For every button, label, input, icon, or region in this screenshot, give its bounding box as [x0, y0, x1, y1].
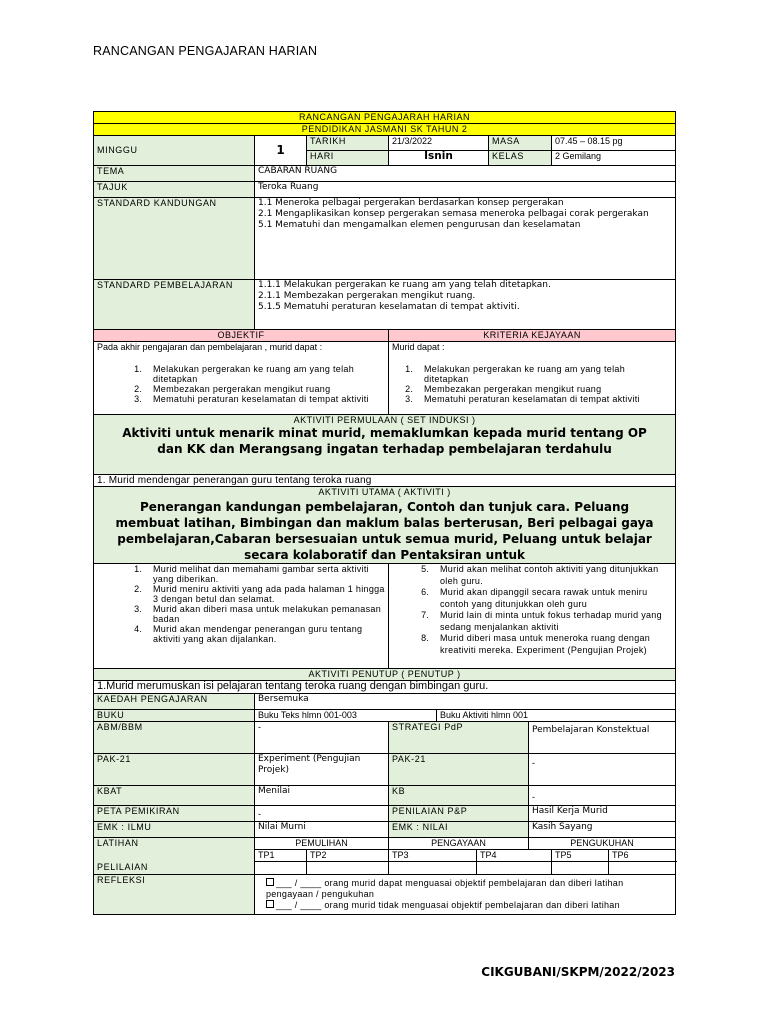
abm-value: -	[255, 722, 389, 754]
sk-item: 5.1 Mematuhi dan mengamalkan elemen pengurusan dan keselamatan	[258, 220, 581, 230]
checkbox-icon[interactable]	[266, 900, 274, 908]
refleksi-line	[258, 900, 672, 911]
tajuk-value: Teroka Ruang	[255, 182, 676, 198]
sk-item: 1.1 Meneroka pelbagai pergerakan berdasarkan konsep pergerakan	[258, 198, 564, 208]
footer-code: CIKGUBANI/SKPM/2022/2023	[481, 965, 675, 979]
tp2-label: TP2	[307, 850, 389, 862]
kelas-value: 2 Gemilang	[552, 151, 676, 166]
pak21-value-2: -	[529, 754, 676, 786]
kb-value: -	[529, 786, 676, 806]
refleksi-text: ___ / ____ orang murid tidak menguasai objektif pembelajaran dan diberi latihan	[276, 900, 620, 910]
permulaan-description: Aktiviti untuk menarik minat murid, memaklumkan kepada murid tentang OP dan KK dan Merangsang ingatan terhadap pembelajaran terdahulu	[122, 426, 647, 456]
utama-right-list	[392, 564, 672, 656]
masa-value: 07.45 – 08.15 pg	[552, 136, 676, 151]
tp4-value[interactable]	[477, 862, 552, 875]
latihan-label	[94, 838, 255, 875]
standard-kandungan-list	[255, 198, 676, 280]
banner-subject: PENDIDIKAN JASMANI SK TAHUN 2	[94, 124, 676, 136]
kaedah-label: KAEDAH PENGAJARAN	[94, 694, 255, 710]
sp-item: 1.1.1 Melakukan pergerakan ke ruang am yang telah ditetapkan.	[258, 280, 551, 290]
utama-left-cell	[94, 564, 389, 669]
kbat-label: KBAT	[94, 786, 255, 806]
kaedah-value: Bersemuka	[255, 694, 676, 710]
utama-description: Penerangan kandungan pembelajaran, Contoh dan tunjuk cara. Peluang membuat latihan, Bimbingan dan maklum balas berterusan, Beri pelbagai gaya pembelajaran,Cabaran bersesuaian untuk semua murid, Peluang untuk belajar secara kolaboratif dan Pentaksiran untuk	[115, 500, 654, 562]
hari-label: HARI	[307, 151, 389, 166]
kriteria-cell	[389, 342, 676, 415]
pengayaan-label: PENGAYAAN	[389, 838, 529, 850]
standard-pembelajaran-list	[255, 280, 676, 330]
permulaan-step: 1. Murid mendengar penerangan guru tentang teroka ruang	[94, 475, 676, 487]
tarikh-label: TARIKH	[307, 136, 389, 151]
buku-label: BUKU	[94, 710, 255, 722]
objektif-list	[97, 364, 385, 404]
tema-label: TEMA	[94, 166, 255, 182]
buku-aktiviti: Buku Aktiviti hlmn 001	[437, 710, 676, 722]
utama-step: 6. Murid akan dipanggil secara rawak untuk meniru contoh yang ditunjukkan oleh guru	[432, 587, 672, 610]
utama-step: 5. Murid akan melihat contoh aktiviti yang ditunjukkan oleh guru.	[432, 564, 672, 587]
tp4-label: TP4	[477, 850, 552, 862]
pemulihan-label: PEMULIHAN	[255, 838, 389, 850]
strategi-value: Pembelajaran Konstektual	[529, 722, 676, 754]
refleksi-cell	[255, 875, 676, 915]
pelilaian-text: PELILAIAN	[97, 862, 148, 872]
peta-pemikiran-value: -	[255, 806, 389, 822]
objektif-item: 1. Melakukan pergerakan ke ruang am yang telah ditetapkan	[145, 364, 385, 384]
penilaian-value: Hasil Kerja Murid	[529, 806, 676, 822]
kriteria-item: 2. Membezakan pergerakan mengikut ruang	[416, 384, 672, 394]
refleksi-label: REFLEKSI	[94, 875, 255, 915]
pengukuhan-label: PENGUKUHAN	[529, 838, 676, 850]
tp3-label: TP3	[389, 850, 477, 862]
tp3-value[interactable]	[389, 862, 477, 875]
latihan-text: LATIHAN	[97, 838, 139, 848]
tp6-label: TP6	[609, 850, 676, 862]
utama-step: 2. Murid meniru aktiviti yang ada pada halaman 1 hingga 3 dengan betul dan selamat.	[145, 584, 385, 604]
pak21-label: PAK-21	[94, 754, 255, 786]
penutup-header: AKTIVITI PENUTUP ( PENUTUP )	[94, 669, 676, 681]
emk-ilmu-value: Nilai Murni	[255, 822, 389, 838]
utama-header: AKTIVITI UTAMA ( AKTIVITI )	[318, 487, 451, 497]
emk-nilai-value: Kasih Sayang	[529, 822, 676, 838]
strategi-label: STRATEGI PdP	[389, 722, 529, 754]
permulaan-header: AKTIVITI PERMULAAN ( SET INDUKSI )	[293, 415, 476, 425]
sp-item: 2.1.1 Membezakan pergerakan mengikut ruang.	[258, 291, 476, 301]
utama-step: 3. Murid akan diberi masa untuk melakukan pemanasan badan	[145, 604, 385, 624]
pak21-label-2: PAK-21	[389, 754, 529, 786]
kelas-label: KELAS	[489, 151, 552, 166]
tarikh-value: 21/3/2022	[389, 136, 489, 151]
utama-block	[94, 487, 676, 564]
checkbox-icon[interactable]	[266, 878, 274, 886]
refleksi-line	[258, 878, 672, 900]
masa-label: MASA	[489, 136, 552, 151]
utama-step: 8. Murid diberi masa untuk meneroka ruang dengan kreativiti mereka. Experiment (Pengujian Projek)	[432, 633, 672, 656]
utama-step: 7. Murid lain di minta untuk fokus terhadap murid yang sedang menjalankan aktiviti	[432, 610, 672, 633]
tema-value: CABARAN RUANG	[255, 166, 676, 182]
abm-label: ABM/BBM	[94, 722, 255, 754]
objektif-cell	[94, 342, 389, 415]
kbat-value: Menilai	[255, 786, 389, 806]
pak21-value: Experiment (Pengujian Projek)	[255, 754, 389, 786]
kriteria-list	[392, 364, 672, 404]
utama-right-cell	[389, 564, 676, 669]
tp6-value[interactable]	[609, 862, 676, 875]
kb-label: KB	[389, 786, 529, 806]
standard-pembelajaran-label: STANDARD PEMBELAJARAN	[94, 280, 255, 330]
page-header-title: RANCANGAN PENGAJARAN HARIAN	[93, 44, 318, 58]
penilaian-label: PENILAIAN P&P	[389, 806, 529, 822]
buku-teks: Buku Teks hlmn 001-003	[255, 710, 437, 722]
permulaan-block	[94, 415, 676, 475]
utama-step: 1. Murid melihat dan memahami gambar serta aktiviti yang diberikan.	[145, 564, 385, 584]
emk-ilmu-label: EMK : ILMU	[94, 822, 255, 838]
objektif-item: 3. Mematuhi peraturan keselamatan di tempat aktiviti	[145, 394, 385, 404]
kriteria-item: 1. Melakukan pergerakan ke ruang am yang telah ditetapkan	[416, 364, 672, 384]
objektif-intro: Pada akhir pengajaran dan pembelajaran , murid dapat :	[97, 342, 323, 352]
sp-item: 5.1.5 Mematuhi peraturan keselamatan di tempat aktiviti.	[258, 302, 520, 312]
kriteria-intro: Murid dapat :	[392, 342, 445, 352]
tp1-value[interactable]	[255, 862, 307, 875]
utama-left-list	[97, 564, 385, 644]
emk-nilai-label: EMK : NILAI	[389, 822, 529, 838]
tp1-label: TP1	[255, 850, 307, 862]
minggu-value: 1	[255, 136, 307, 166]
hari-value: Isnin	[389, 151, 489, 166]
tp2-value[interactable]	[307, 862, 389, 875]
tp5-value[interactable]	[552, 862, 609, 875]
standard-kandungan-label: STANDARD KANDUNGAN	[94, 198, 255, 280]
refleksi-text: ___ / ____ orang murid dapat menguasai objektif pembelajaran dan diberi latihan pengayaan / pengukuhan	[266, 878, 624, 899]
sk-item: 2.1 Mengaplikasikan konsep pergerakan semasa meneroka pelbagai corak pergerakan	[258, 209, 649, 219]
tajuk-label: TAJUK	[94, 182, 255, 198]
peta-pemikiran-label: PETA PEMIKIRAN	[94, 806, 255, 822]
minggu-label: MINGGU	[94, 136, 255, 166]
utama-step: 4. Murid akan mendengar penerangan guru tentang aktiviti yang akan dijalankan.	[145, 624, 385, 644]
lesson-plan-table	[93, 111, 676, 915]
penutup-text: 1.Murid merumuskan isi pelajaran tentang teroka ruang dengan bimbingan guru.	[94, 681, 676, 694]
kriteria-item: 3. Mematuhi peraturan keselamatan di tempat aktiviti	[416, 394, 672, 404]
objektif-header: OBJEKTIF	[94, 330, 389, 342]
objektif-item: 2. Membezakan pergerakan mengikut ruang	[145, 384, 385, 394]
tp5-label: TP5	[552, 850, 609, 862]
banner-title: RANCANGAN PENGAJARAH HARIAN	[94, 112, 676, 124]
kriteria-header: KRITERIA KEJAYAAN	[389, 330, 676, 342]
